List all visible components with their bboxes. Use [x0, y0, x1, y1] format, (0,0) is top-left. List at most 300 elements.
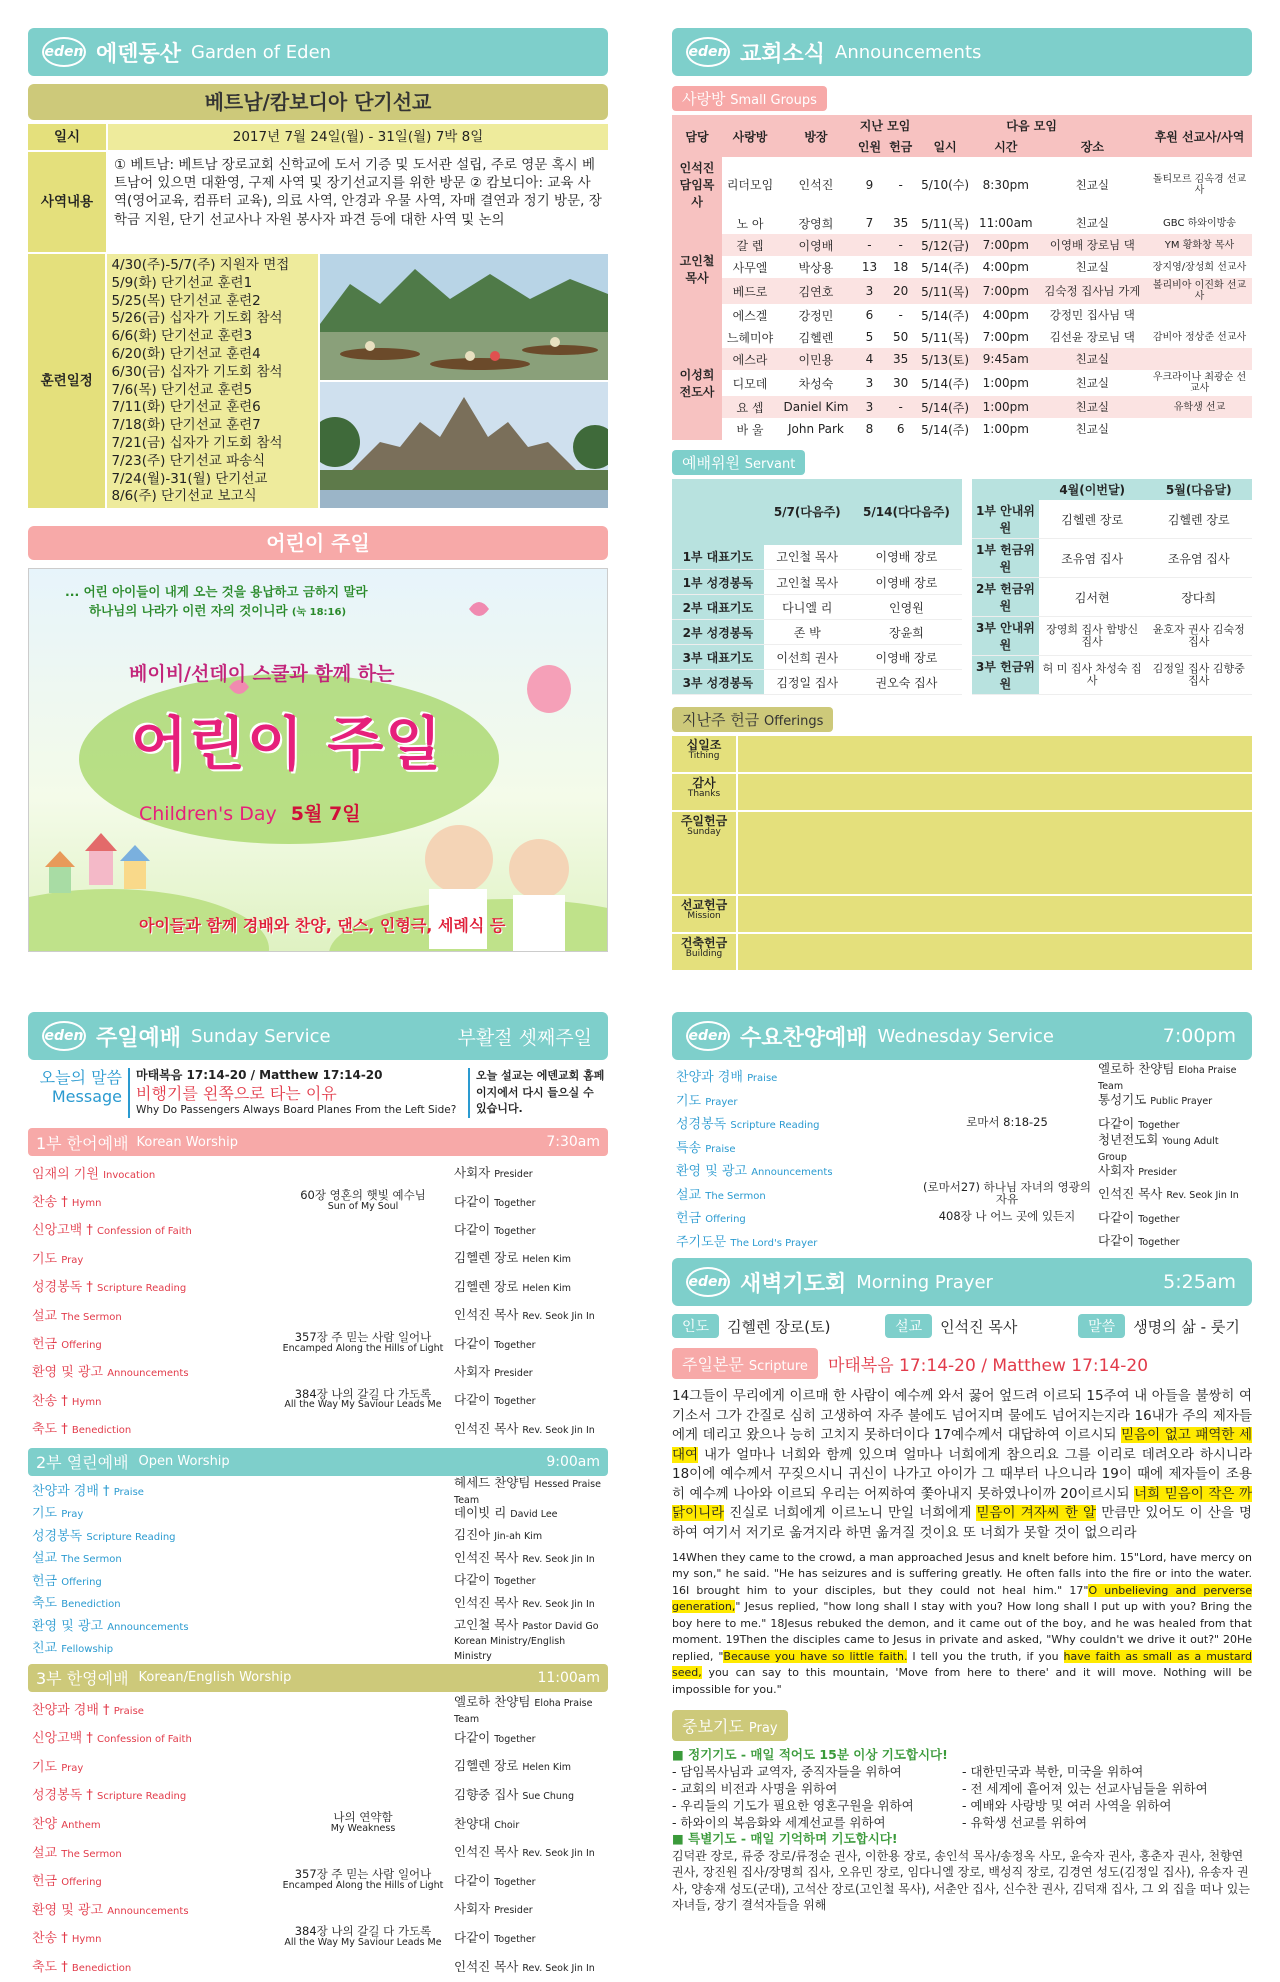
table-row — [672, 278, 1252, 304]
schedule-item: 5/9(화) 단기선교 훈련1 — [111, 274, 253, 291]
service-row: 성경봉독 Scripture Reading 로마서 8:18-25 다같이 Together — [676, 1115, 1180, 1133]
table-cell: 5/14(주) — [921, 422, 970, 437]
table-cell: 장영희 — [798, 216, 834, 231]
table-cell: 6 — [896, 422, 905, 436]
table-cell: 에스겔 — [732, 308, 768, 323]
table-cell: 윤호자 권사 김숙정 집사 — [1145, 617, 1252, 656]
eden-header — [28, 28, 608, 76]
table-cell: 3 — [865, 400, 874, 414]
service-row: 찬송 † Hymn 60장 영혼의 햇빛 예수님 Sun of My Soul 다같이 Together — [32, 1188, 536, 1212]
table-cell: 고인철 목사 — [764, 570, 851, 595]
boat-river-photo — [320, 254, 608, 380]
table-cell: 디모데 — [732, 376, 768, 391]
offering-row: 십일조 Tithing — [672, 736, 1252, 772]
schedule-item: 6/6(화) 단기선교 훈련3 — [111, 328, 253, 345]
col-header: 4월(이번달) — [1059, 483, 1126, 497]
sunday-header: eden 주일예배 Sunday Service 부활절 셋째주일 — [28, 1012, 608, 1060]
service-row: 성경봉독 † Scripture Reading 김헬렌 장로 Helen Kim — [32, 1278, 571, 1296]
message-note: 오늘 설교는 에덴교회 홈페이지에서 다시 들으실 수 있습니다. — [468, 1068, 608, 1118]
table-cell: 차성숙 — [798, 376, 834, 391]
table-cell: 35 — [893, 216, 909, 230]
table-cell: Daniel Kim — [783, 400, 849, 414]
message-box: 오늘의 말씀 Message 마태복음 17:14-20 / Matthew 17:14-20 비행기를 왼쪽으로 타는 이유 Why Do Passengers Always Board Planes From the Left Side? 오늘 설교는 에덴교회 홈페이지에서 다시 들으실 수 있습니다. — [28, 1068, 608, 1124]
table-row — [672, 396, 1252, 418]
morning-info: 인도 김헬렌 장로(토) 설교 인석진 목사 말씀 생명의 삶 - 룻기 — [672, 1314, 1252, 1338]
table-row — [672, 212, 1252, 234]
table-cell: 2부 대표기도 — [672, 595, 764, 620]
service-row: 주기도문 The Lord's Prayer 다같이 Together — [676, 1233, 1180, 1250]
table-cell: 4:00pm — [982, 260, 1029, 274]
service3-header: 3부 한영예배 Korean/English Worship 11:00am — [28, 1664, 608, 1692]
table-cell: 조유염 집사 — [1145, 539, 1252, 578]
angkor-temple-photo — [320, 382, 608, 508]
service-row: 찬송 † Hymn 384장 나의 갈길 다 가도록 All the Way My Saviour Leads Me 다같이 Together — [32, 1924, 536, 1949]
prayer-item: - 담임목사님과 교역자, 중직자들을 위하여 — [672, 1763, 902, 1779]
table-cell — [1147, 304, 1252, 326]
table-cell: 사무엘 — [732, 260, 768, 275]
table-cell: 11:00am — [978, 216, 1033, 230]
col-header: 사랑방 — [732, 129, 768, 144]
offerings-tag: 지난주 헌금 Offerings — [672, 707, 833, 732]
message-title: 비행기를 왼쪽으로 타는 이유 — [136, 1083, 337, 1103]
service-row: 성경봉독 † Scripture Reading 김향중 집사 Sue Chung — [32, 1786, 574, 1804]
morning-header: eden 새벽기도회 Morning Prayer 5:25am — [672, 1258, 1252, 1306]
date-value: 2017년 7월 24일(월) - 31일(월) 7박 8일 — [108, 124, 608, 150]
scripture-segment: Because you have so little faith. — [723, 1649, 908, 1663]
eden-eng-title: Garden of Eden — [191, 41, 332, 63]
eden-logo-icon: eden — [42, 1021, 86, 1051]
prayer-item: - 유학생 선교를 위하여 — [962, 1814, 1088, 1830]
table-cell: 5/14(주) — [921, 400, 970, 415]
table-cell: 3 — [865, 376, 874, 390]
content-text: ① 베트남: 베트남 장로교회 신학교에 도서 기증 및 도서관 설립, 주로 영문 혹시 베트남어 있으면 대환영, 구제 사역 및 장기선교지를 위한 방문 ② 캄보디아: 교육 사역(영어교육, 컴퓨터 교육), 의료 사역, 안경과 우물 사역, 자매 결연과 정기 방문, 장학금 지원, 단기 선교사나 자원 봉사자 파견 등에 대한 사역 및 논의 — [114, 157, 602, 228]
service-row: 헌금 Offering 357장 주 믿는 사람 일어나 Encamped Along the Hills of Light 다같이 Together — [32, 1330, 536, 1354]
table-cell: 7:00pm — [982, 330, 1029, 344]
table-cell: 2부 성경봉독 — [672, 620, 764, 645]
table-cell: 감비아 정상준 선교사 — [1152, 331, 1247, 343]
sunday-section — [28, 1012, 608, 1982]
message-eng-title: Why Do Passengers Always Board Planes From the Left Side? — [136, 1104, 457, 1117]
service2-list — [28, 1476, 608, 1660]
table-cell: 권오숙 집사 — [851, 670, 962, 695]
table-cell: 1부 안내위원 — [972, 500, 1039, 539]
table-cell: 6 — [865, 308, 874, 322]
table-cell: 9:45am — [982, 352, 1029, 366]
message-ref: 마태복음 17:14-20 / Matthew 17:14-20 — [136, 1068, 383, 1082]
table-cell: 김헬렌 — [798, 330, 834, 345]
table-cell: 김서현 — [1039, 578, 1146, 617]
table-cell: 3부 대표기도 — [672, 645, 764, 670]
table-cell: 이영배 — [798, 238, 834, 253]
col-header: 5월(다음달) — [1165, 483, 1232, 497]
service-row: 찬양 Anthem 나의 연약함 My Weakness 찬양대 Choir — [32, 1810, 520, 1834]
table-cell: 7 — [865, 216, 874, 230]
table-cell: 김헬렌 장로 — [1145, 500, 1252, 539]
service-row: 기도 Pray 데이빗 리 David Lee — [32, 1504, 558, 1522]
table-cell: 1:00pm — [982, 422, 1029, 436]
offering-row: 감사 Thanks — [672, 774, 1252, 810]
table-cell: 이영배 장로 — [851, 570, 962, 595]
service-row: 찬송 † Hymn 384장 나의 갈길 다 가도록 All the Way My Saviour Leads Me 다같이 Together — [32, 1386, 536, 1411]
table-cell: 4:00pm — [982, 308, 1029, 322]
scripture-segment: O unbelieving and perverse generation, — [672, 1583, 1252, 1613]
table-row — [672, 326, 1252, 348]
scripture-segment: have faith as small as a mustard seed, — [672, 1649, 1252, 1679]
date-label: 일시 — [28, 124, 106, 150]
eden-logo-icon: eden — [42, 37, 86, 67]
table-cell: 3부 헌금위원 — [972, 656, 1039, 695]
schedule-item: 5/26(금) 십자가 기도회 참석 — [111, 310, 283, 327]
service1-list — [28, 1156, 608, 1444]
table-row — [672, 348, 1252, 370]
col-subheader: 장소 — [1080, 140, 1104, 154]
table-cell: 5/13(토) — [921, 352, 970, 367]
scripture-segment: 너희 믿음이 작은 까닭이니라 — [672, 1485, 1252, 1522]
table-cell: 리더모임 — [726, 178, 774, 192]
table-cell: 13 — [861, 260, 878, 274]
prayer-item: - 교회의 비전과 사명을 위하여 — [672, 1780, 838, 1796]
table-cell: 허 미 집사 차성숙 집사 — [1039, 656, 1146, 695]
mission-photos — [320, 254, 608, 508]
col-header: 5/7(다음주) — [773, 505, 841, 520]
table-cell: 존 박 — [764, 620, 851, 645]
table-cell: 5/11(목) — [921, 330, 970, 345]
table-cell: 요 셉 — [736, 400, 764, 415]
table-cell: 고인철 목사 — [764, 545, 851, 570]
eden-title: 에덴동산 — [96, 41, 182, 67]
service-row: 축도 † Benediction 인석진 목사 Rev. Seok Jin In — [32, 1420, 595, 1438]
table-cell: 조유염 집사 — [1039, 539, 1146, 578]
table-cell: 친교실 — [1075, 177, 1109, 192]
mission-title: 베트남/캄보디아 단기선교 — [28, 84, 608, 120]
schedule-item: 7/24(월)-31(월) 단기선교 — [111, 470, 268, 487]
table-cell: 이민용 — [798, 352, 834, 367]
table-cell: 20 — [893, 284, 909, 298]
table-cell: 1:00pm — [982, 400, 1029, 414]
table-cell: 볼리비아 이진화 선교사 — [1152, 280, 1247, 302]
table-row — [672, 370, 1252, 396]
table-cell: 5/11(목) — [921, 284, 970, 299]
scripture-segment: 믿음이 겨자씨 한 알 — [976, 1505, 1097, 1522]
table-row — [972, 656, 1252, 695]
table-row — [672, 645, 962, 670]
service-row: 설교 The Sermon 인석진 목사 Rev. Seok Jin In — [32, 1844, 595, 1861]
table-row — [672, 418, 1252, 440]
col-header: 지난 모임 — [859, 119, 911, 133]
table-cell: 친교실 — [1075, 352, 1109, 366]
table-row — [672, 670, 962, 695]
table-cell: 노 아 — [736, 216, 764, 231]
eden-logo-icon: eden — [686, 1021, 730, 1051]
table-cell: 1부 헌금위원 — [972, 539, 1039, 578]
scripture-segment: " Jesus replied, "how long shall I stay with you? How long shall I put up with you? Bring the boy here to me." 18Jesus rebuked the demon, and it came out of the boy, and he was healed from that moment. 19Then the disciples came to Jesus in private and asked, "Why couldn't we drive it out?" 20He replied, " — [672, 1600, 1252, 1663]
table-cell: - — [898, 400, 903, 414]
offerings-table — [672, 736, 1252, 970]
col-subheader: 일시 — [933, 140, 957, 154]
table-row — [972, 617, 1252, 656]
table-cell: 5/10(수) — [921, 178, 970, 192]
col-header — [672, 479, 764, 545]
scripture-segment: 14그들이 무리에게 이르매 한 사람이 예수께 와서 꿇어 엎드려 이르되 15주여 내 아들을 불쌍히 여기소서 그가 간질로 심히 고생하여 자주 불에도 넘어지며 물에도 넘어지는지라 16내가 주의 제자들에게 데리고 왔으나 능히 고치지 못하더이다 17예수께서 대답하여 이르시되 — [672, 1388, 1252, 1444]
service-row: 환영 및 광고 Announcements 사회자 Presider — [676, 1162, 1177, 1180]
table-cell: 장영희 집사 함방신 집사 — [1039, 617, 1146, 656]
group-leader: 이성희 전도사 — [672, 326, 722, 440]
table-row — [672, 620, 962, 645]
schedule-item: 4/30(주)-5/7(주) 지원자 면접 — [111, 257, 290, 273]
table-cell: 김숙정 집사님 가게 — [1044, 284, 1141, 298]
table-cell: 바 울 — [736, 422, 764, 437]
table-cell: 김정일 집사 김향중 집사 — [1145, 656, 1252, 695]
children-poster — [28, 568, 608, 952]
servant-tables — [672, 479, 1252, 695]
service-row: 친교 Fellowship Korean Ministry/English Ministry — [32, 1635, 566, 1662]
table-row — [672, 157, 1252, 212]
wed-list — [672, 1060, 1252, 1252]
schedule-item: 5/25(목) 단기선교 훈련2 — [111, 292, 261, 309]
wednesday-section — [672, 1012, 1252, 1913]
eden-section — [28, 28, 608, 508]
scripture-english — [672, 1550, 1252, 1699]
children-section — [28, 526, 608, 952]
service-row: 신앙고백 † Confession of Faith 다같이 Together — [32, 1221, 536, 1239]
table-cell: - — [867, 238, 872, 252]
offering-row: 건축헌금 Building — [672, 934, 1252, 970]
table-cell: 에스라 — [732, 352, 768, 367]
children-eng: Children's Day 5월 7일 — [139, 803, 361, 825]
table-cell: 이영배 장로 — [851, 545, 962, 570]
table-cell: 8:30pm — [982, 177, 1029, 192]
service-row: 설교 The Sermon 인석진 목사 Rev. Seok Jin In — [32, 1307, 595, 1324]
service-row: 설교 The Sermon (로마서27) 하나님 자녀의 영광의 자유 인석진 목사 Rev. Seok Jin In — [676, 1179, 1239, 1207]
scripture-segment: 믿음이 없고 패역한 세대여 — [672, 1427, 1253, 1463]
group-leader: 고인철 목사 — [672, 212, 722, 326]
table-cell: 5/14(주) — [921, 376, 970, 391]
table-cell: 인석진 — [798, 178, 834, 192]
col-header — [972, 479, 1039, 500]
table-cell: 강정민 — [798, 308, 834, 323]
scripture-segment: you can say to this mountain, 'Move from here to there' and it will move. Nothing will be impossible for you." — [672, 1666, 1252, 1696]
schedule-item: 7/18(화) 단기선교 훈련7 — [111, 417, 261, 434]
pray-box: ■ 정기기도 - 매일 적어도 15분 이상 기도합시다! - 담임목사님과 교역자, 중직자들을 위하여 - 교회의 비전과 사명을 위하여 - 우리들의 기도가 필요한 영혼구원을 위하여 - 하와이의 복음화와 세계선교를 위하여 - 대한민국과 북한, 미국을 위하여 - 전 세계에 흩어져 있는 선교사님들을 위하여 - 예배와 사랑방 및 여러 사역을 위하여 - 유학생 선교를 위하여 ■ 특별기도 - 매일 기억하며 기도합시다! 김덕관 장로, 류중 장로/류정순 권사, 이한용 장로, 송인석 목사/송정옥 사모, 윤숙자 권사, 홍춘자 권사, 천향연 권사, 장진원 집사/장명희 집사, 오유민 장로, 임다니엘 장로, 백성직 장로, 김경연 성도(김정일 집사), 유송자 권사, 양송재 성도(군대), 고석산 장로(고인철 목사), 서춘안 집사, 신수찬 권사, 김덕재 집사, 그 외 집을 떠나 있는 자녀들, 장기 결석자들을 위해 — [672, 1747, 1252, 1913]
col-header: 후원 선교사/사역 — [1154, 129, 1245, 144]
table-cell — [1147, 348, 1252, 370]
table-cell: 베드로 — [732, 284, 768, 299]
service2-header: 2부 열린예배 Open Worship 9:00am — [28, 1448, 608, 1476]
service-row: 성경봉독 Scripture Reading 김진아 Jin-ah Kim — [32, 1527, 543, 1544]
schedule-item: 8/6(주) 단기선교 보고식 — [111, 488, 257, 505]
table-cell: 2부 헌금위원 — [972, 578, 1039, 617]
prayer-item: - 대한민국과 북한, 미국을 위하여 — [962, 1763, 1144, 1779]
table-cell: 5/12(금) — [921, 238, 970, 253]
table-row — [972, 539, 1252, 578]
scripture-segment: 14When they came to the crowd, a man approached Jesus and knelt before him. 15"Lord, have mercy on my son," he said. "He has seizures and is suffering greatly. He often falls into the fire or into the water. 16I brought him to your disciples, but they could not heal him." 17" — [672, 1550, 1252, 1597]
table-cell: 1부 대표기도 — [672, 545, 764, 570]
service-row: 기도 Pray 김헬렌 장로 Helen Kim — [32, 1758, 571, 1775]
col-header: 담당 — [685, 129, 709, 144]
table-cell: 3 — [865, 284, 874, 298]
scripture-segment: 진실로 너희에게 이르노니 만일 너희에게 — [724, 1505, 977, 1522]
announcements-section — [672, 28, 1252, 972]
table-row — [972, 578, 1252, 617]
service-row: 환영 및 광고 Announcements 고인철 목사 Pastor David Go — [32, 1617, 599, 1634]
schedule-item: 7/21(금) 십자가 기도회 참석 — [111, 434, 283, 451]
schedule-label: 훈련일정 — [28, 254, 105, 508]
schedule-item: 6/20(화) 단기선교 훈련4 — [111, 345, 261, 362]
children-bottom: 아이들과 함께 경배와 찬양, 댄스, 인형극, 세례식 등 — [139, 916, 506, 935]
servant-left-table — [672, 479, 962, 695]
table-cell: 친교실 — [1075, 400, 1109, 414]
table-cell: 김선윤 장로님 댁 — [1049, 330, 1135, 344]
table-cell: 이선희 권사 — [764, 645, 851, 670]
servant-tag: 예배위원 Servant — [672, 450, 805, 475]
service3-list — [28, 1692, 608, 1982]
service-row: 찬양과 경배 † Praise 엘로하 찬양팀 Eloha Praise Team — [32, 1693, 593, 1725]
table-cell: 5/11(목) — [921, 216, 970, 231]
table-row — [672, 570, 962, 595]
offering-row: 선교헌금 Mission — [672, 896, 1252, 932]
service-row: 임재의 기원 Invocation 사회자 Presider — [32, 1165, 533, 1182]
table-cell: 9 — [865, 177, 874, 192]
scripture-segment: I tell you the truth, if you — [907, 1649, 1064, 1663]
table-cell: 갈 렙 — [736, 238, 764, 253]
table-cell: - — [898, 238, 903, 252]
scripture-header: 주일본문 Scripture 마태복음 17:14-20 / Matthew 17:14-20 — [672, 1348, 1252, 1379]
table-cell: 1:00pm — [982, 376, 1029, 390]
offering-row: 주일헌금 Sunday — [672, 812, 1252, 894]
schedule-item: 6/30(금) 십자가 기도회 참석 — [111, 363, 283, 380]
table-row — [672, 234, 1252, 256]
table-cell: 1부 성경봉독 — [672, 570, 764, 595]
col-header: 방장 — [804, 129, 828, 144]
table-cell: 8 — [865, 422, 874, 436]
service-row: 헌금 Offering 357장 주 믿는 사람 일어나 Encamped Along the Hills of Light 다같이 Together — [32, 1867, 536, 1891]
prayer-item: - 하와이의 복음화와 세계선교를 위하여 — [672, 1814, 886, 1830]
table-cell: GBC 하와이방송 — [1163, 217, 1236, 229]
service-row: 찬양과 경배 Praise 엘로하 찬양팀 Eloha Praise Team — [676, 1061, 1237, 1093]
table-cell: 박상용 — [798, 260, 834, 275]
service-row: 설교 The Sermon 인석진 목사 Rev. Seok Jin In — [32, 1549, 595, 1567]
table-cell: 3부 안내위원 — [972, 617, 1039, 656]
service-row: 축도 † Benediction 인석진 목사 Rev. Seok Jin In — [32, 1958, 595, 1976]
service1-header: 1부 한어예배 Korean Worship 7:30am — [28, 1128, 608, 1156]
table-cell: 유학생 선교 — [1173, 401, 1226, 413]
table-cell: 우크라이나 최광순 선교사 — [1152, 372, 1247, 394]
group-leader: 인석진 담임목사 — [672, 157, 722, 212]
table-row — [672, 595, 962, 620]
small-groups-tag: 사랑방 Small Groups — [672, 86, 827, 111]
children-header: 어린이 주일 — [28, 526, 608, 560]
content-label: 사역내용 — [28, 152, 106, 252]
table-cell: 35 — [893, 352, 909, 366]
table-cell: 이영배 장로 — [851, 645, 962, 670]
table-cell: 3부 성경봉독 — [672, 670, 764, 695]
table-cell: 장윤희 — [851, 620, 962, 645]
schedule-list — [107, 254, 318, 508]
table-cell: YM 황화창 목사 — [1164, 239, 1235, 251]
children-big-title: 어린이 주일 — [131, 710, 444, 778]
table-row — [972, 500, 1252, 539]
prayer-item: - 전 세계에 흩어져 있는 선교사님들을 위하여 — [962, 1780, 1208, 1796]
service-row: 헌금 Offering 408장 나 어느 곳에 있든지 다같이 Together — [676, 1209, 1180, 1227]
table-cell: 김헬렌 장로 — [1039, 500, 1146, 539]
table-cell: 친교실 — [1075, 260, 1109, 274]
small-groups-table — [672, 115, 1252, 440]
eden-logo-icon: eden — [686, 1267, 730, 1297]
col-subheader: 인원 — [857, 140, 882, 154]
service-row: 신앙고백 † Confession of Faith 다같이 Together — [32, 1729, 536, 1747]
table-row — [672, 304, 1252, 326]
table-cell: 5 — [865, 330, 874, 344]
table-cell: 다니엘 리 — [764, 595, 851, 620]
table-cell — [1147, 418, 1252, 440]
table-cell: 7:00pm — [982, 284, 1029, 298]
service-row: 특송 Praise 청년전도회 Young Adult Group — [676, 1131, 1219, 1163]
table-cell: 4 — [865, 352, 874, 366]
col-subheader: 헌금 — [889, 140, 913, 154]
table-cell: 친교실 — [1075, 216, 1109, 230]
schedule-item: 7/6(목) 단기선교 훈련5 — [111, 381, 253, 398]
table-cell: 친교실 — [1075, 422, 1109, 436]
table-row — [672, 545, 962, 570]
table-cell: 김정일 집사 — [764, 670, 851, 695]
children-verse: ... 어린 아이들이 내게 오는 것을 용납하고 금하지 말라 하나님의 나라가 이런 자의 것이니라 (눅 18:16) — [65, 584, 368, 618]
prayer-item: - 예배와 사랑방 및 여러 사역을 위하여 — [962, 1797, 1172, 1813]
table-cell: 인영원 — [851, 595, 962, 620]
table-cell: 이영배 장로님 댁 — [1049, 238, 1135, 252]
table-cell: 김연호 — [798, 284, 834, 299]
col-header: 다음 모임 — [1006, 119, 1057, 133]
table-cell: 느헤미야 — [726, 330, 774, 345]
service-row: 환영 및 광고 Announcements 사회자 Presider — [32, 1901, 533, 1918]
service-row: 기도 Pray 김헬렌 장로 Helen Kim — [32, 1250, 571, 1267]
table-cell: - — [898, 177, 903, 192]
service-row: 환영 및 광고 Announcements 사회자 Presider — [32, 1363, 533, 1381]
children-sub: 베이비/선데이 스쿨과 함께 하는 — [129, 663, 395, 685]
eden-logo-icon: eden — [686, 37, 730, 67]
table-cell: 5/14(주) — [921, 308, 970, 323]
scripture-segment: 내가 얼마나 너희와 함께 있으며 얼마나 너희에게 참으리요 그를 이리로 데려오라 하시니라 18이에 예수께서 꾸짖으시니 귀신이 나가고 아이가 그 때부터 나으니라 19이 때에 제자들이 조용히 예수께 나아와 이르되 우리는 어찌하여 쫓아내지 못하였나이까 20이르시되 — [672, 1446, 1252, 1502]
table-cell: 친교실 — [1075, 376, 1109, 390]
service-row: 기도 Prayer 통성기도 Public Prayer — [676, 1092, 1213, 1109]
ann-header: eden 교회소식 Announcements — [672, 28, 1252, 76]
mission-table — [28, 124, 608, 508]
table-cell: 돌티모르 김옥경 선교사 — [1152, 173, 1247, 196]
table-cell: 7:00pm — [982, 238, 1029, 252]
prayer-item: - 우리들의 기도가 필요한 영혼구원을 위하여 — [672, 1797, 914, 1813]
table-cell: 30 — [893, 376, 909, 390]
table-cell: 장다희 — [1145, 578, 1252, 617]
table-row — [672, 256, 1252, 278]
table-cell: 장지영/장성희 선교사 — [1152, 261, 1247, 273]
table-cell: John Park — [788, 422, 844, 436]
table-cell: 18 — [893, 260, 909, 274]
table-cell: 강정민 집사님 댁 — [1049, 308, 1135, 322]
wed-header: eden 수요찬양예배 Wednesday Service 7:00pm — [672, 1012, 1252, 1060]
scripture-korean — [672, 1387, 1252, 1544]
service-row: 헌금 Offering 다같이 Together — [32, 1572, 536, 1589]
col-header: 5/14(다다음주) — [863, 505, 950, 520]
schedule-item: 7/23(주) 단기선교 파송식 — [111, 452, 266, 469]
table-cell: - — [898, 308, 903, 322]
service-row: 축도 Benediction 인석진 목사 Rev. Seok Jin In — [32, 1594, 595, 1612]
col-subheader: 시간 — [994, 140, 1018, 154]
table-cell: 50 — [893, 330, 909, 344]
servant-right-table — [972, 479, 1252, 695]
scripture-segment: 만큼만 있어도 이 산을 명하여 여기서 저기로 옮겨지라 하면 옮겨질 것이요 또 너희가 못할 것이 없으리라 — [672, 1505, 1252, 1541]
table-cell: 5/14(주) — [921, 260, 970, 275]
pray-tag: 중보기도 Pray — [672, 1710, 788, 1741]
schedule-item: 7/11(화) 단기선교 훈련6 — [111, 399, 261, 416]
